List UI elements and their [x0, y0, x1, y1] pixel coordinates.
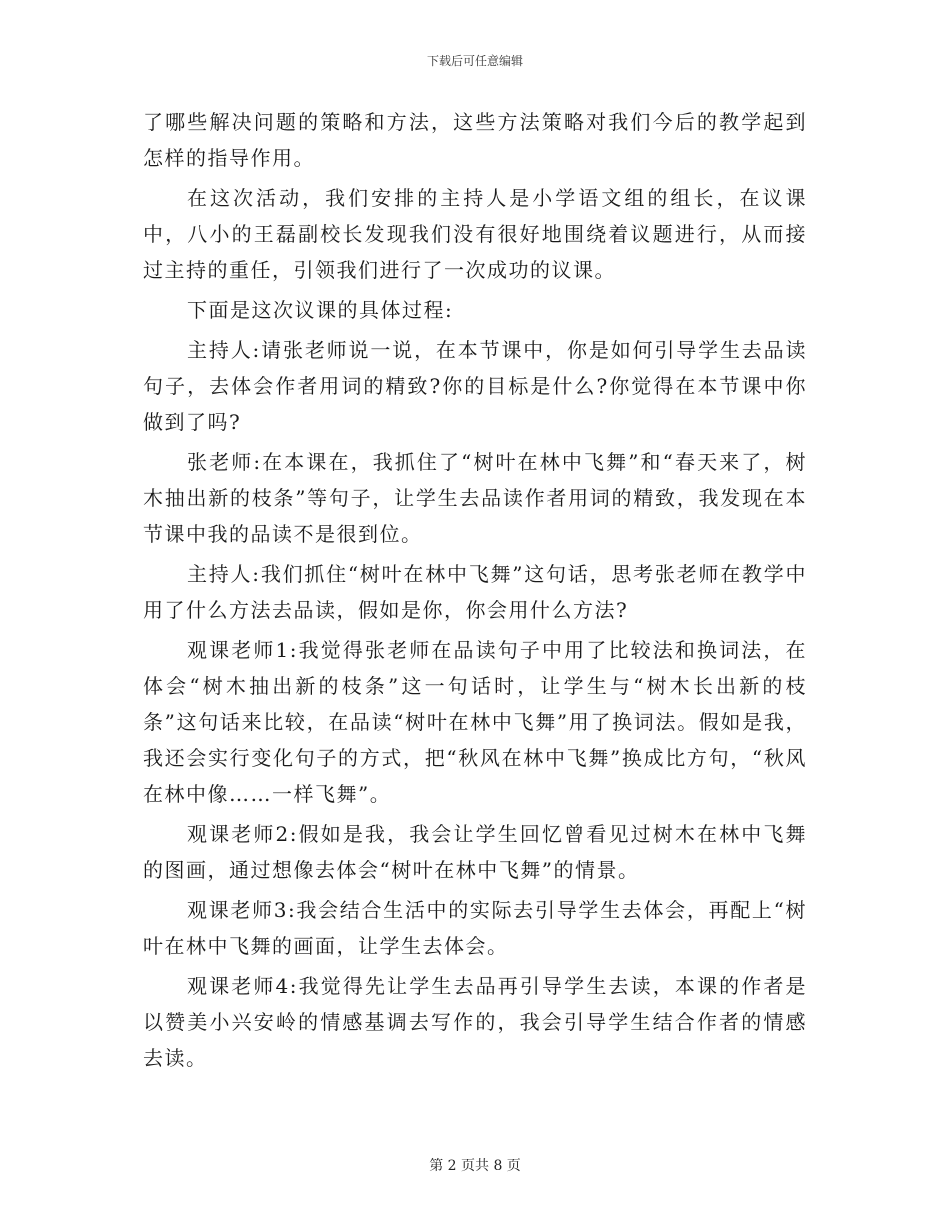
page-header: 下载后可任意编辑 [426, 54, 523, 68]
paragraph-2: 在这次活动，我们安排的主持人是小学语文组的组长，在议课中，八小的王磊副校长发现我们没有很好地围绕着议题进行，从而接过主持的重任，引领我们进行了一次成功的议课。 [143, 186, 807, 282]
paragraph-4: 主持人:请张老师说一说，在本节课中，你是如何引导学生去品读句子，去体会作者用词的精致?你的目标是什么?你觉得在本节课中你做到了吗? [143, 338, 807, 434]
paragraph-8: 观课老师2:假如是我，我会让学生回忆曾看见过树木在林中飞舞的图画，通过想像去体会“树叶在林中飞舞”的情景。 [143, 822, 807, 882]
paragraph-7: 观课老师1:我觉得张老师在品读句子中用了比较法和换词法，在体会“树木抽出新的枝条”这一句话时，让学生与“树木长出新的枝条”这句话来比较，在品读“树叶在林中飞舞”用了换词法。假如是我，我还会实行变化句子的方式，把“秋风在林中飞舞”换成比方句，“秋风在林中像……一样飞舞”。 [143, 638, 807, 806]
page-footer: 第 2 页共 8 页 [429, 1158, 521, 1174]
paragraph-3: 下面是这次议课的具体过程: [187, 298, 454, 322]
paragraph-1: 了哪些解决问题的策略和方法，这些方法策略对我们今后的教学起到怎样的指导作用。 [143, 110, 807, 170]
paragraph-9: 观课老师3:我会结合生活中的实际去引导学生去体会，再配上“树叶在林中飞舞的画面，让学生去体会。 [143, 898, 807, 958]
paragraph-5: 张老师:在本课在，我抓住了“树叶在林中飞舞”和“春天来了，树木抽出新的枝条”等句子，让学生去品读作者用词的精致，我发现在本节课中我的品读不是很到位。 [143, 450, 807, 546]
paragraph-6: 主持人:我们抓住“树叶在林中飞舞”这句话，思考张老师在教学中用了什么方法去品读，假如是你，你会用什么方法? [143, 562, 807, 622]
document-body [143, 104, 807, 1080]
paragraph-10: 观课老师4:我觉得先让学生去品再引导学生去读，本课的作者是以赞美小兴安岭的情感基调去写作的，我会引导学生结合作者的情感去读。 [143, 974, 807, 1070]
